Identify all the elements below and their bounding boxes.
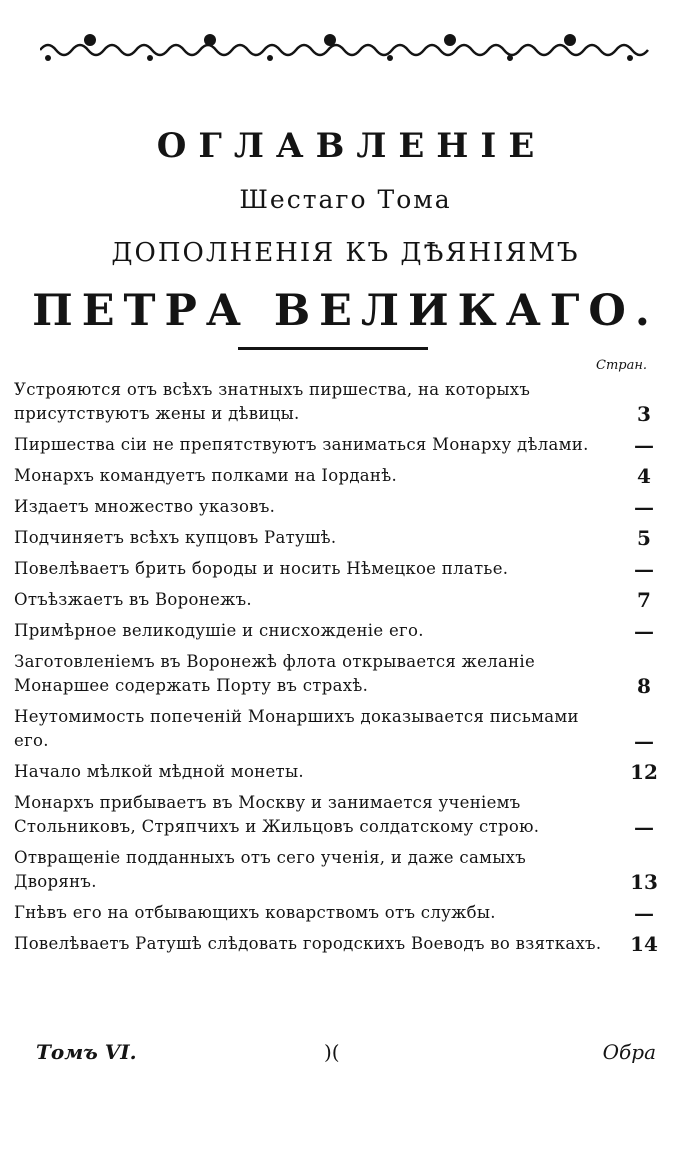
page-title: ОГЛАВЛЕНІЕ <box>156 126 547 166</box>
toc-entry-page: 8 <box>637 674 651 698</box>
toc-entry-page: — <box>634 619 654 643</box>
toc-entry <box>14 526 674 550</box>
toc-entry-page: 7 <box>637 588 651 612</box>
toc-entry-page: — <box>634 729 654 753</box>
toc-entry <box>14 588 674 612</box>
toc-entry-text: Монархъ командуетъ полками на Іорданѣ. <box>14 466 398 485</box>
toc-entry-page: 14 <box>630 932 658 956</box>
title-rule <box>238 347 428 350</box>
toc-entry <box>14 433 674 457</box>
toc-entry-text: Неутомимость попеченій Монаршихъ доказывается письмами его. <box>14 707 579 750</box>
toc-entry-text: Заготовленіемъ въ Воронежѣ флота открывается желаніе Монаршее содержать Порту въ страхѣ. <box>14 652 536 695</box>
toc-entry-text: Издаетъ множество указовъ. <box>14 497 276 516</box>
toc-entry-page: — <box>634 495 654 519</box>
toc-entry-text: Пиршества сіи не препятствуютъ заниматься Монарху дѣлами. <box>14 435 589 454</box>
toc-entry <box>14 901 674 925</box>
toc-entry <box>14 705 674 753</box>
toc-entry-text: Отвращеніе подданныхъ отъ сего ученія, и даже самыхъ Дворянъ. <box>14 848 527 891</box>
toc-entry <box>14 619 674 643</box>
toc-entry-page: — <box>634 557 654 581</box>
work-title-line: ДОПОЛНЕНІЯ КЪ ДѢЯНІЯМЪ <box>111 238 580 268</box>
toc-entry-text: Устрояются отъ всѣхъ знатныхъ пиршества, на которыхъ присутствуютъ жены и дѣвицы. <box>14 380 531 423</box>
toc-entry <box>14 846 674 894</box>
page-footer <box>36 1040 656 1070</box>
toc-entry <box>14 760 674 784</box>
table-of-contents <box>14 378 674 963</box>
toc-entry-page: — <box>634 901 654 925</box>
toc-entry <box>14 378 674 426</box>
toc-entry <box>14 650 674 698</box>
toc-entry-text: Гнѣвъ его на отбывающихъ коварствомъ отъ службы. <box>14 903 496 922</box>
toc-entry-page: — <box>634 433 654 457</box>
work-title-main: ПЕТРА ВЕЛИКАГО. <box>32 286 659 336</box>
toc-entry-text: Повелѣваетъ Ратушѣ слѣдовать городскихъ Воеводъ во взяткахъ. <box>14 934 602 953</box>
toc-entry-page: 13 <box>630 870 658 894</box>
toc-entry-text: Подчиняетъ всѣхъ купцовъ Ратушѣ. <box>14 528 337 547</box>
toc-entry-text: Отъѣзжаетъ въ Воронежъ. <box>14 590 252 609</box>
toc-entry-page: 4 <box>637 464 651 488</box>
toc-entry-page: 5 <box>637 526 651 550</box>
toc-entry <box>14 464 674 488</box>
volume-label: Томъ VI. <box>36 1040 137 1064</box>
toc-entry <box>14 557 674 581</box>
toc-entry-text: Начало мѣлкой мѣдной монеты. <box>14 762 304 781</box>
toc-entry-text: Повелѣваетъ брить бороды и носить Нѣмецкое платье. <box>14 559 509 578</box>
signature-mark: )( <box>324 1040 340 1064</box>
page-column-header: Стран. <box>596 358 648 373</box>
catchword: Обра <box>602 1040 656 1064</box>
toc-entry-page: 12 <box>630 760 658 784</box>
volume-subtitle: Шестаго Тома <box>239 185 452 214</box>
toc-entry-text: Монархъ прибываетъ въ Москву и занимается ученіемъ Стольниковъ, Стряпчихъ и Жильцовъ солдатскому строю. <box>14 793 540 836</box>
toc-entry-page: 3 <box>637 402 651 426</box>
toc-entry-text: Примѣрное великодушіе и снисхожденіе его. <box>14 621 424 640</box>
decorative-border-ornament <box>40 30 652 66</box>
toc-entry <box>14 495 674 519</box>
toc-entry <box>14 791 674 839</box>
toc-entry-page: — <box>634 815 654 839</box>
toc-entry <box>14 932 674 956</box>
